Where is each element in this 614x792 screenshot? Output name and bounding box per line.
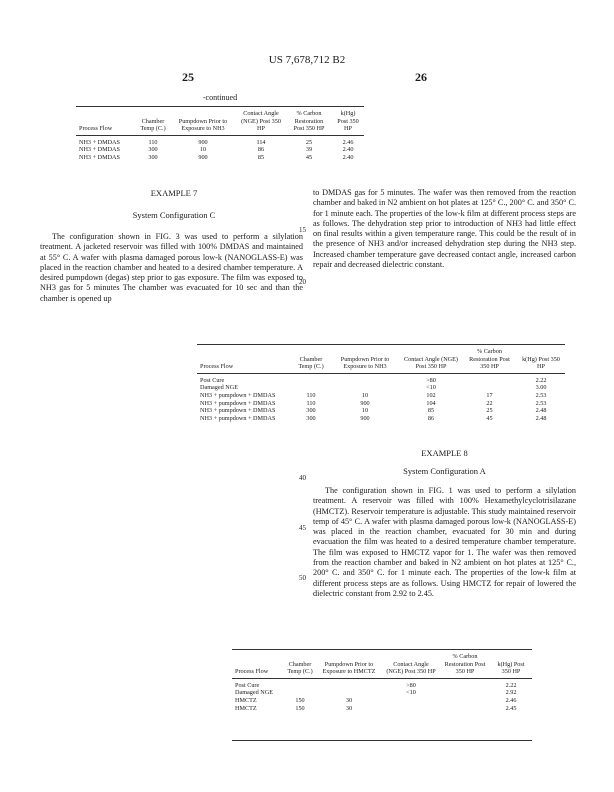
table-cell: NH3 + DMDAS	[79, 153, 120, 161]
table-cell: 110	[306, 391, 316, 399]
table-row	[232, 697, 532, 705]
table-cell	[462, 384, 517, 392]
table-cell: 85	[257, 153, 265, 161]
table-cell: 86	[257, 146, 265, 154]
col-header: k(Hg) Post 350 HP	[490, 653, 532, 678]
example8-paragraph: The configuration shown in FIG. 1 was used to perform a silylation treatment. A reservoir was filled with 100% Hexamethylcyclotrisilazane (HMCTZ). Reservoir temperature is adjustable. This study maintained reservoir temp of 45° C. A wafer with plasma damaged porous low-k (NANOGLASS-E) was placed in the reaction chamber, evacuated for 30 min and during evacuation the film was heated to a desired temperature chamber temperature. The film was exposed to HMCTZ vapor for 1. The wafer was then removed from the reaction chamber and baked in N2 ambient on hot plates at 125° C., 200° C. and 350° C. for 1 minute each. The properties of the low-k film at different process steps are as follows. Using HMCTZ for repair of lowered the dielectric constant from 2.92 to 2.45.	[313, 486, 576, 598]
table-cell: <10	[406, 689, 416, 697]
table-cell: 150	[295, 696, 305, 704]
table-cell	[440, 678, 490, 689]
table-cell: 45	[486, 414, 493, 422]
table-top-header-row	[76, 110, 364, 135]
table-cell: 114	[256, 138, 266, 146]
table-row	[197, 400, 565, 408]
col-header: Pumpdown Prior to Exposure to HMCTZ	[316, 653, 382, 678]
table-cell	[292, 373, 330, 384]
table-row	[197, 373, 565, 384]
table-cell	[382, 697, 440, 705]
table-cell	[440, 689, 490, 697]
table-row	[197, 407, 565, 415]
line-number: 15	[299, 226, 306, 234]
table-cell: 2.46	[342, 138, 354, 146]
col-header: % Carbon Restoration Post 350 HP	[286, 110, 332, 135]
col-header: Pumpdown Prior to Exposure to NH3	[330, 348, 400, 373]
example7-subtitle: System Configuration C	[132, 210, 216, 220]
table-cell: 300	[148, 153, 158, 161]
table-cell: 10	[361, 407, 369, 415]
table-cell: 3.00	[535, 384, 547, 392]
table-cell: NH3 + pumpdown + DMDAS	[200, 399, 276, 407]
col-header: Contact Angle (NGE) Post 350 HP	[382, 653, 440, 678]
col-header: k(Hg) Post 350 HP	[332, 110, 364, 135]
table-cell: 17	[486, 391, 493, 399]
table-cell: 150	[295, 704, 305, 712]
table-cell: >80	[406, 681, 416, 689]
table-cell: >80	[426, 376, 436, 384]
example8-subtitle: System Configuration A	[403, 466, 486, 476]
table-cell: Post Cure	[200, 376, 225, 384]
table-cell: 2.53	[535, 391, 547, 399]
col-header: % Carbon Restoration Post 350 HP	[462, 348, 517, 373]
patent-number: US 7,678,712 B2	[268, 54, 346, 66]
example7-left-paragraph: The configuration shown in FIG. 3 was used to perform a silylation treatment. A jacketed reservoir was filled with 100% DMDAS and maintained at 55° C. A wafer with plasma damaged porous low-k (NANOGLASS-E) was placed in the reaction chamber and heated to a desired chamber temperature. A desired pumpdown (degas) step prior to gas exposure. The film was exposed to NH3 gas for 5 minutes The chamber was evacuated for 10 sec and than the chamber is opened up	[40, 232, 303, 303]
col-header: k(Hg) Post 350 HP	[517, 348, 565, 373]
table-cell: NH3 + DMDAS	[79, 146, 120, 154]
table-cell: Post Cure	[235, 681, 260, 689]
table-cell	[292, 384, 330, 392]
table-cell: 104	[426, 399, 436, 407]
table-cell	[284, 689, 316, 697]
table-cell: 25	[486, 407, 493, 415]
table-cell: 2.92	[505, 689, 517, 697]
table-top-rule-top	[76, 106, 364, 107]
table-cell: Damaged NGE	[200, 384, 238, 392]
table-cell: 85	[427, 407, 435, 415]
line-number: 50	[299, 574, 306, 582]
table-cell: 86	[427, 414, 435, 422]
table-cell: 30	[345, 704, 353, 712]
table-cell: 2.22	[505, 681, 517, 689]
table-cell: 2.40	[342, 146, 354, 154]
line-number: 20	[299, 278, 306, 286]
table-mid-header-row	[197, 348, 565, 373]
col-header: % Carbon Restoration Post 350 HP	[440, 653, 490, 678]
table-cell: 2.22	[535, 376, 547, 384]
col-header: Chamber Temp (C.)	[292, 348, 330, 373]
page-number-right: 26	[415, 70, 427, 84]
table-cell	[330, 373, 400, 384]
table-cell: 22	[486, 399, 493, 407]
table-cell: Damaged NGE	[235, 689, 273, 697]
table-cell: NH3 + DMDAS	[79, 138, 120, 146]
table-bottom	[232, 653, 532, 712]
table-cell: 2.48	[535, 414, 547, 422]
page-number-left: 25	[182, 70, 194, 84]
col-header: Contact Angle (NGE) Post 350 HP	[236, 110, 286, 135]
col-header: Chamber Temp (C.)	[284, 653, 316, 678]
table-row	[197, 415, 565, 423]
table-cell: 300	[306, 407, 316, 415]
table-cell: 900	[360, 399, 370, 407]
continued-label: -continued	[202, 93, 238, 102]
table-cell	[440, 697, 490, 705]
col-header: Contact Angle (NGE) Post 350 HP	[400, 348, 462, 373]
table-row	[232, 678, 532, 689]
table-cell: 2.48	[535, 407, 547, 415]
table-cell: 2.53	[535, 399, 547, 407]
table-cell	[284, 678, 316, 689]
table-bottom-rule-end	[232, 740, 532, 741]
col-header: Process Flow	[197, 348, 292, 373]
table-cell: 110	[148, 138, 158, 146]
table-row	[76, 146, 364, 154]
table-cell: 39	[305, 146, 313, 154]
col-header: Pumpdown Prior to Exposure to NH3	[170, 110, 236, 135]
table-cell: 45	[305, 153, 313, 161]
example7-right-paragraph: to DMDAS gas for 5 minutes. The wafer was then removed from the reaction chamber and baked in N2 ambient on hot plates at 125° C., 200° C. and 350° C. for 1 minute each. The properties of the low-k film at different process steps are as follows. The dehydration step prior to introduction of NH3 had little effect on final results within a given temperature range. This could be the result of in the presence of NH3 and/or increased dehydration step during the NH3 step. Increased chamber temperature gave decreased contact angle, increased carbon repair and decreased dielectric constant.	[313, 188, 576, 270]
table-cell: 25	[305, 138, 313, 146]
table-cell: 10	[361, 391, 369, 399]
table-cell: HMCTZ	[235, 704, 257, 712]
table-row	[197, 392, 565, 400]
table-bottom-rule-top	[232, 649, 532, 650]
table-cell: 300	[148, 146, 158, 154]
table-mid	[197, 348, 565, 422]
table-cell: NH3 + pumpdown + DMDAS	[200, 391, 276, 399]
table-row	[76, 135, 364, 146]
example7-title: EXAMPLE 7	[150, 188, 198, 198]
table-cell: 900	[198, 153, 208, 161]
col-header: Chamber Temp (C.)	[136, 110, 170, 135]
table-cell	[462, 373, 517, 384]
table-cell: HMCTZ	[235, 696, 257, 704]
table-cell: <10	[426, 384, 436, 392]
table-bottom-header-row	[232, 653, 532, 678]
table-cell	[316, 689, 382, 697]
table-cell: 2.46	[505, 696, 517, 704]
table-cell	[440, 705, 490, 713]
col-header: Process Flow	[232, 653, 284, 678]
example8-title: EXAMPLE 8	[421, 448, 468, 458]
table-cell: 30	[345, 696, 353, 704]
table-cell	[330, 384, 400, 392]
table-cell: 900	[360, 414, 370, 422]
table-row	[232, 705, 532, 713]
line-number: 45	[299, 524, 306, 532]
table-cell: NH3 + pumpdown + DMDAS	[200, 407, 276, 415]
line-number: 40	[299, 474, 306, 482]
table-mid-rule-top	[197, 344, 565, 345]
table-cell	[316, 678, 382, 689]
table-cell: 2.45	[505, 704, 517, 712]
table-cell: NH3 + pumpdown + DMDAS	[200, 414, 276, 422]
table-cell: 110	[306, 399, 316, 407]
table-cell: 900	[198, 138, 208, 146]
table-top	[76, 110, 364, 162]
table-cell: 10	[199, 146, 207, 154]
col-header: Process Flow	[76, 110, 136, 135]
table-cell: 2.40	[342, 153, 354, 161]
table-row	[197, 384, 565, 392]
table-row	[232, 689, 532, 697]
table-cell	[382, 705, 440, 713]
table-row	[76, 154, 364, 162]
table-cell: 300	[306, 414, 316, 422]
table-cell: 102	[426, 391, 436, 399]
